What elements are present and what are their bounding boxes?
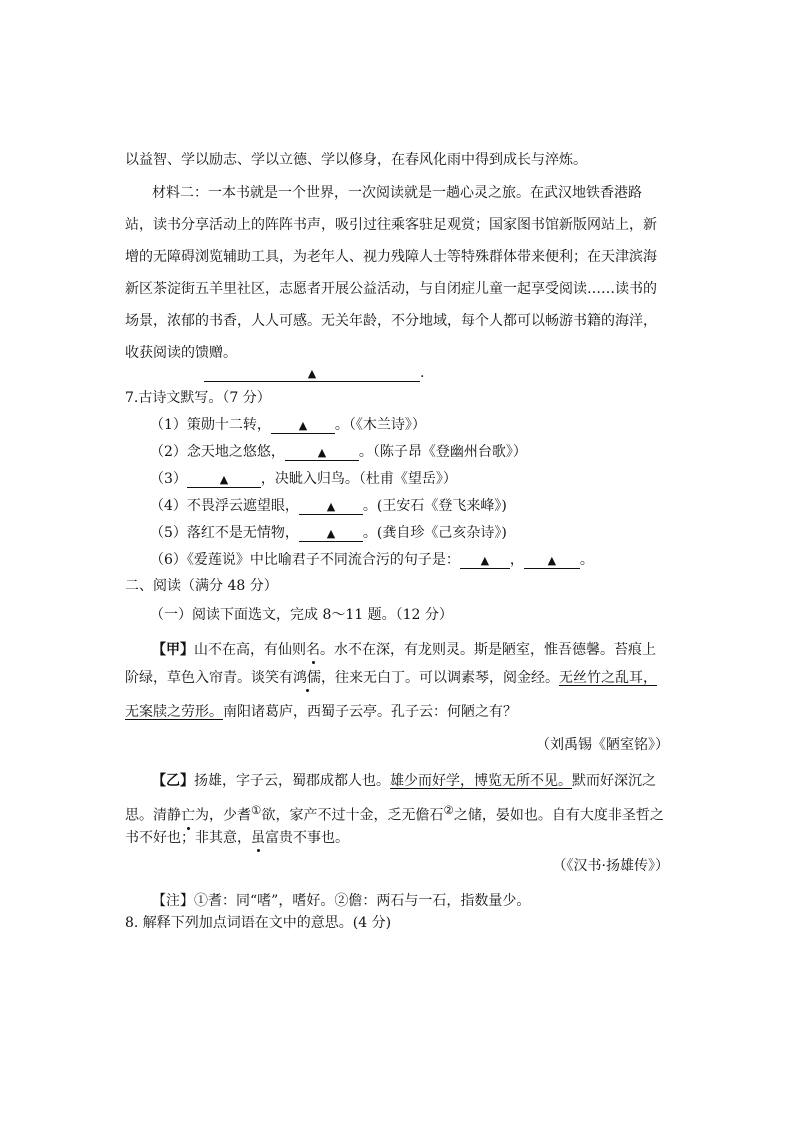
jia-text: 山不在高，有仙则 [194, 642, 306, 658]
yi-line-3 [125, 828, 349, 848]
yi-text: 扬雄，字子云，蜀郡成都人也。 [194, 773, 390, 789]
yi-text: 欲，家产不过十金，乏无儋石 [261, 807, 444, 824]
yi-line-1 [152, 771, 656, 791]
q7-item-1-post: 。（《木兰诗》） [334, 417, 426, 433]
annotation-note: 【注】①耆：同“嗜”，嗜好。②儋：两石与一石，指数量少。 [152, 893, 531, 909]
q7-item-5-pre: （5）落红不是无情物， [150, 525, 299, 541]
material-2-line-2: 站，读书分享活动上的阵阵书声，吸引过往乘客驻足观赏；国家图书馆新版网站上，新 [125, 217, 657, 233]
q7-item-4-post: 。(王安石《登飞来峰》) [362, 498, 507, 514]
yi-source: （《汉书·扬雄传》） [552, 858, 669, 874]
jia-line-1 [152, 640, 656, 660]
yi-text: 默而好深沉之 [572, 773, 656, 789]
jia-text: 。水不在深，有龙则灵。斯是陋室，惟吾德馨。苔痕上 [320, 642, 656, 658]
yi-text: 富贵不事也。 [265, 830, 349, 846]
underlined-sentence: 无丝竹之乱耳， [559, 670, 657, 686]
q7-item-4 [150, 496, 507, 516]
material-line-0: 以益智、学以励志、学以立德、学以修身，在春风化雨中得到成长与淬炼。 [125, 152, 587, 168]
q7-item-2-blank[interactable] [285, 444, 359, 461]
yi-line-2 [125, 800, 664, 826]
underlined-sentence: 无案牍之劳形。 [125, 704, 223, 720]
yi-text: 之储，晏如也。自有大度非圣哲之 [453, 807, 664, 824]
q7-item-5-blank[interactable] [299, 525, 363, 542]
triangle-mark-icon: ▲ [326, 500, 336, 513]
q7-item-3 [150, 469, 457, 489]
q7-item-2 [150, 442, 527, 462]
q7-item-1-blank[interactable] [271, 417, 335, 434]
footnote-marker: ② [443, 803, 454, 817]
jia-text: 南阳诸葛庐，西蜀子云亭。孔子云：何陋之有？ [223, 704, 517, 720]
q7-item-6 [150, 550, 594, 570]
answer-blank[interactable] [204, 365, 420, 382]
q7-item-4-pre: （4）不畏浮云遮望眼， [150, 498, 299, 514]
q7-item-2-post: 。（陈子昂《登幽州台歌》） [358, 444, 527, 460]
underlined-sentence: 雄少而好学，博览无所不见。 [390, 773, 572, 789]
material-2-line-3: 增的无障碍浏览辅助工具，为老年人、视力残障人士等特殊群体带来便利；在天津滨海 [125, 249, 657, 265]
q7-item-6-blank-a[interactable] [460, 552, 510, 569]
triangle-mark-icon: ▲ [219, 473, 229, 486]
triangle-mark-icon: ▲ [307, 367, 317, 380]
q7-item-6-blank-b[interactable] [524, 552, 580, 569]
jia-line-3 [125, 702, 517, 722]
yi-tag: 【乙】 [152, 773, 194, 789]
q7-item-6-post: 。 [579, 552, 594, 568]
q7-item-3-blank[interactable] [187, 471, 261, 488]
jia-text: 阶绿，草色入帘青。谈笑有 [125, 670, 293, 686]
q7-item-5 [150, 523, 507, 543]
q7-item-5-post: 。(龚自珍《己亥杂诗》) [362, 525, 507, 541]
dotted-word: 亡 [181, 807, 195, 824]
jia-line-2 [125, 668, 657, 688]
material-2-line-1: 材料二：一本书就是一个世界，一次阅读就是一趟心灵之旅。在武汉地铁香港路 [152, 185, 642, 201]
q7-item-2-pre: （2）念天地之悠悠， [150, 444, 285, 460]
dotted-word: 虽 [251, 830, 265, 846]
reading-section-title: 二、阅读（满分 48 分） [125, 578, 278, 594]
jia-text: ，往来无白丁。可以调素琴，阅金经。 [321, 670, 559, 686]
yi-text: 书不好也；非其意， [125, 830, 251, 846]
triangle-mark-icon: ▲ [480, 554, 490, 567]
jia-source: （刘禹锡《陋室铭》） [536, 737, 669, 753]
footnote-marker: ① [251, 803, 262, 817]
answer-end-punct: . [420, 365, 425, 381]
dotted-word: 鸿儒 [293, 670, 321, 686]
q8-title: 8. 解释下列加点词语在文中的意思。(4 分) [125, 915, 392, 931]
yi-text: 为，少耆 [195, 807, 251, 824]
triangle-mark-icon: ▲ [547, 554, 557, 567]
dotted-word: 名 [306, 642, 320, 658]
triangle-mark-icon: ▲ [317, 446, 327, 459]
q7-item-3-pre: （3） [150, 471, 187, 487]
jia-tag: 【甲】 [152, 642, 194, 658]
material-2-line-6: 收获阅读的馈赠。 [125, 345, 237, 361]
q7-item-6-pre: （6）《爱莲说》中比喻君子不同流合污的句子是： [150, 552, 460, 568]
q7-item-3-post: ，决眦入归鸟。（杜甫《望岳》） [260, 471, 457, 487]
triangle-mark-icon: ▲ [298, 419, 308, 432]
reading-sub-title: （一）阅读下面选文，完成 8～11 题。（12 分） [150, 607, 453, 623]
material-2-line-4: 新区茶淀街五羊里社区，志愿者开展公益活动，与自闭症儿童一起享受阅读……读书的 [125, 281, 657, 297]
yi-text: 思。清静 [125, 807, 181, 824]
q7-item-1-pre: （1）策勋十二转， [150, 417, 271, 433]
q7-item-6-mid: ， [509, 552, 524, 568]
triangle-mark-icon: ▲ [326, 527, 336, 540]
q7-item-1 [150, 415, 426, 435]
material-2-line-5: 场景，浓郁的书香，人人可感。无关年龄，不分地域，每个人都可以畅游书籍的海洋， [125, 313, 657, 329]
q7-item-4-blank[interactable] [299, 498, 363, 515]
q7-title: 7.古诗文默写。（7 分） [125, 390, 271, 406]
material-answer-line[interactable] [204, 363, 424, 383]
